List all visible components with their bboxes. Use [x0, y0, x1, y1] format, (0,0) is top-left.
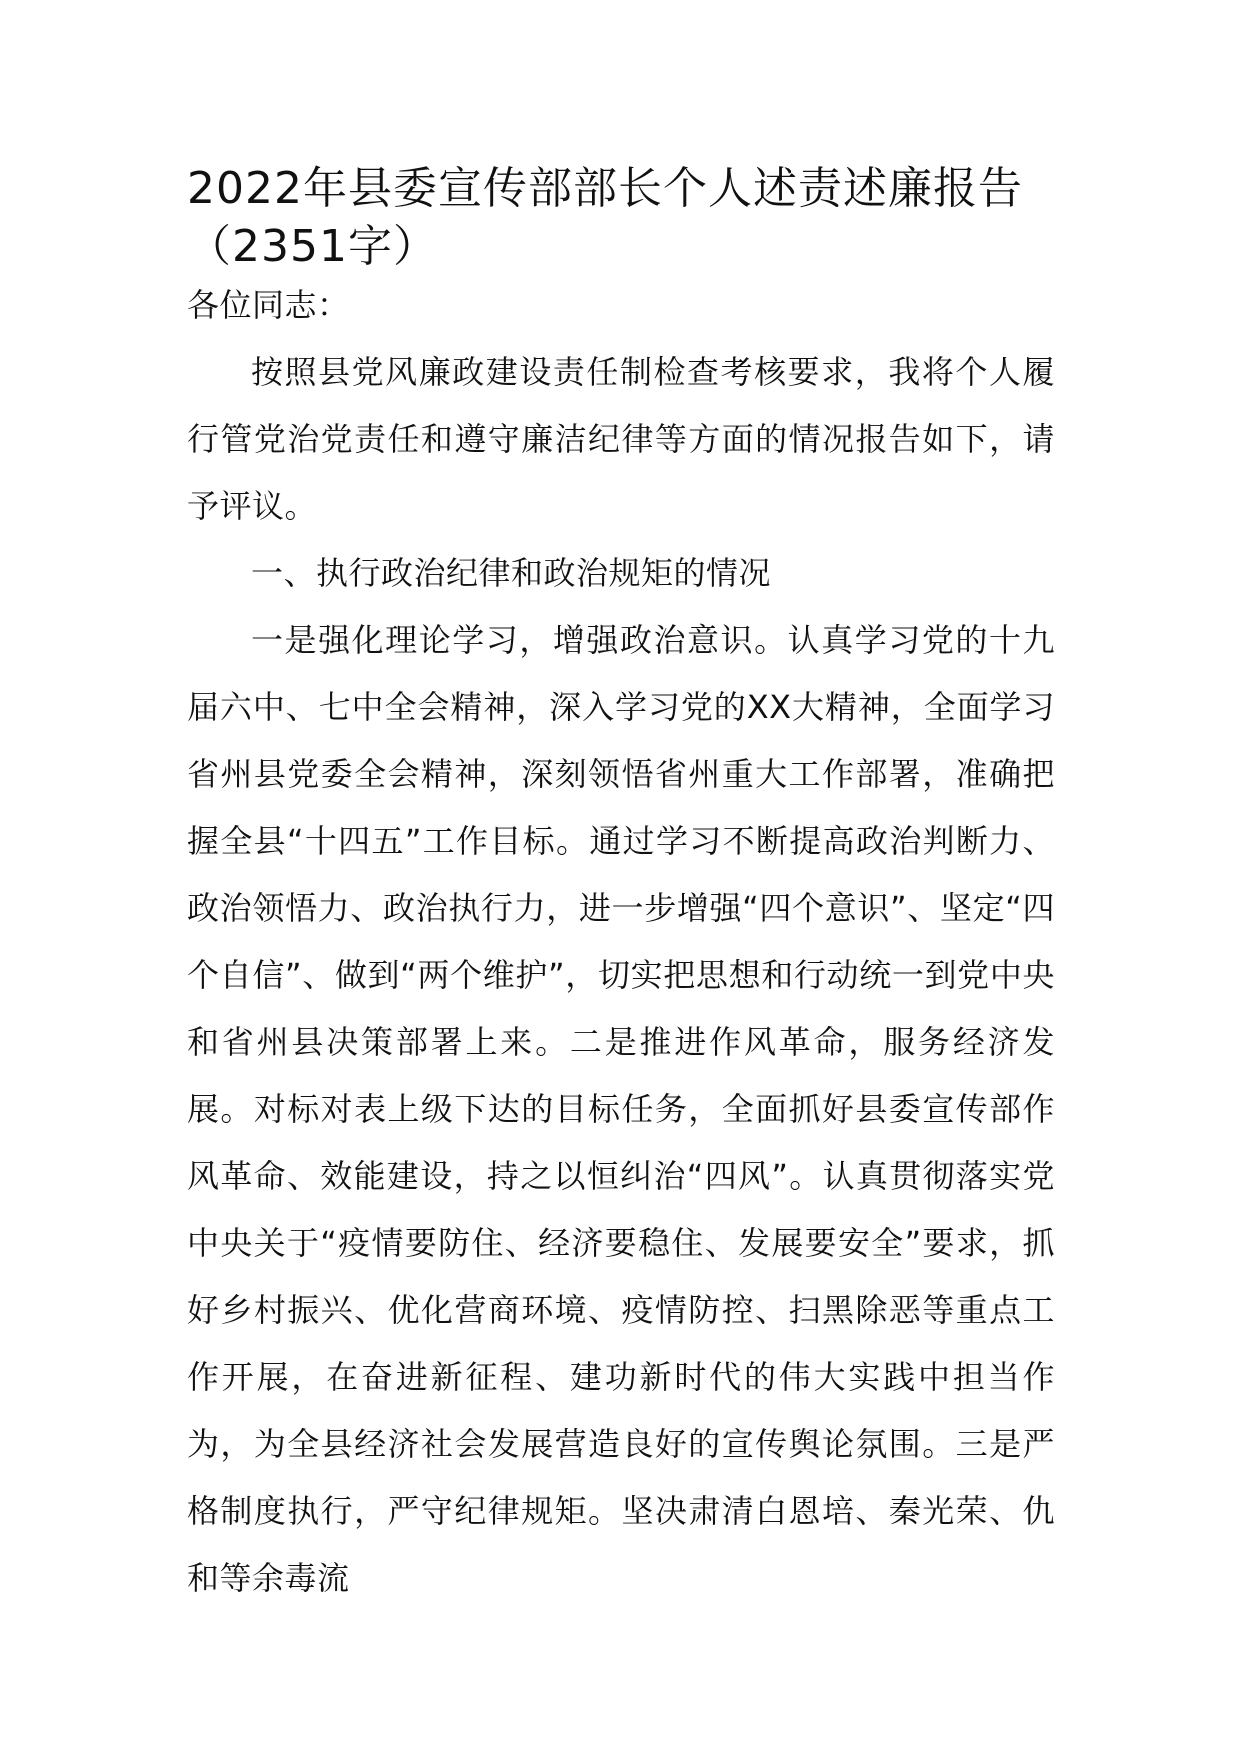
document-title [187, 160, 1055, 276]
intro-paragraph: 按照县党风廉政建设责任制检查考核要求，我将个人履行管党治党责任和遵守廉洁纪律等方面的情况报告如下，请予评议。 [187, 353, 1055, 525]
section-heading: 一、执行政治纪律和政治规矩的情况 [251, 554, 772, 592]
document-page [187, 160, 1055, 1612]
section-paragraph: 一是强化理论学习，增强政治意识。认真学习党的十九届六中、七中全会精神，深入学习党的XX大精神，全面学习省州县党委全会精神，深刻领悟省州重大工作部署，准确把握全县“十四五”工作目标。通过学习不断提高政治判断力、政治领悟力、政治执行力，进一步增强“四个意识”、坚定“四个自信”、做到“两个维护”，切实把思想和行动统一到党中央和省州县决策部署上来。二是推进作风革命，服务经济发展。对标对表上级下达的目标任务，全面抓好县委宣传部作风革命、效能建设，持之以恒纠治“四风”。认真贯彻落实党中央关于“疫情要防住、经济要稳住、发展要安全”要求，抓好乡村振兴、优化营商环境、疫情防控、扫黑除恶等重点工作开展，在奋进新征程、建功新时代的伟大实践中担当作为，为全县经济社会发展营造良好的宣传舆论氛围。三是严格制度执行，严守纪律规矩。坚决肃清白恩培、秦光荣、仇和等余毒流 [187, 621, 1055, 1597]
title-line-2: （2351字） [187, 221, 438, 272]
title-line-1: 2022年县委宣传部部长个人述责述廉报告 [187, 163, 1023, 214]
document-body [187, 272, 1055, 1612]
salutation: 各位同志： [187, 286, 350, 324]
